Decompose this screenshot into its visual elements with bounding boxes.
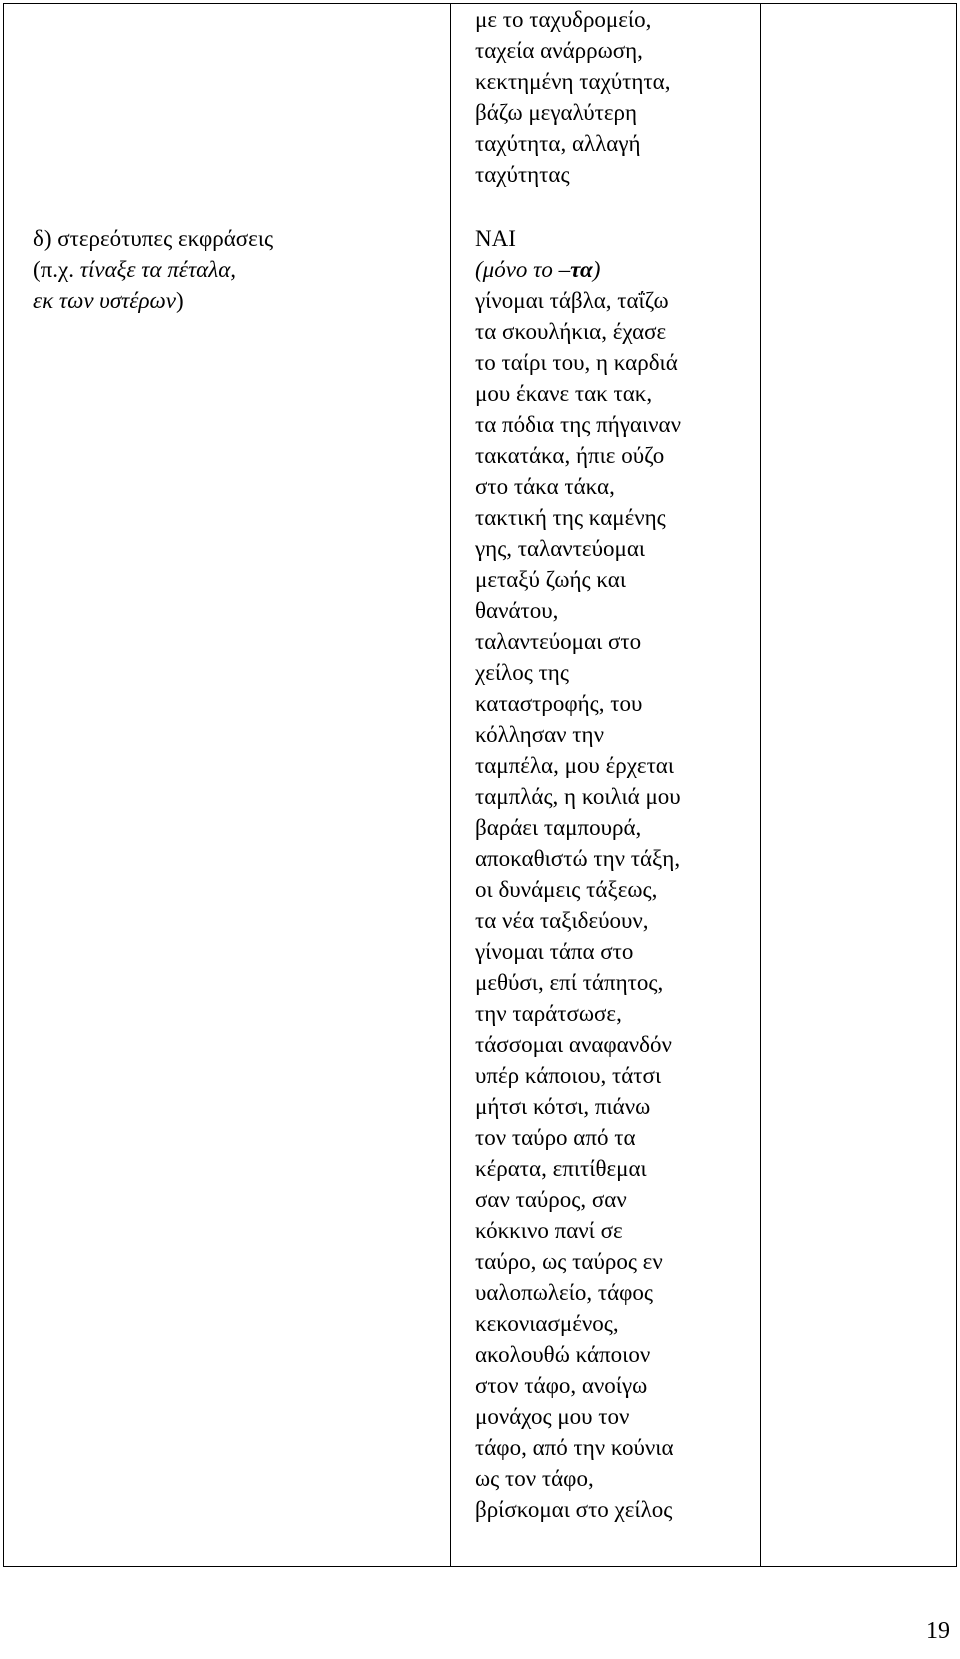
category-example-line-2: εκ των υστέρων): [33, 288, 184, 313]
example-line: μήτσι κότσι, πιάνω: [475, 1094, 651, 1119]
example-line: καταστροφής, του: [475, 691, 643, 716]
example-line: σαν ταύρος, σαν: [475, 1187, 627, 1212]
examples-cell: [475, 4, 755, 1525]
example-line: τα σκουλήκια, έχασε: [475, 319, 667, 344]
example-line: τακατάκα, ήπιε ούζο: [475, 443, 665, 468]
example-line: θανάτου,: [475, 598, 559, 623]
example-line: γίνομαι τάβλα, ταΐζω: [475, 288, 669, 313]
example-line: στο τάκα τάκα,: [475, 474, 615, 499]
example-line: οι δυνάμεις τάξεως,: [475, 877, 658, 902]
text-line: με το ταχυδρομείο,: [475, 7, 652, 32]
text-line: ταχύτητας: [475, 162, 570, 187]
examples-block: [475, 285, 755, 1525]
category-title: δ) στερεότυπες εκφράσεις: [33, 226, 274, 251]
example-line: υπέρ κάποιου, τάτσι: [475, 1063, 662, 1088]
example-line: υαλοπωλείο, τάφος: [475, 1280, 654, 1305]
example-line: τα πόδια της πήγαιναν: [475, 412, 682, 437]
example-line: ταμπλάς, η κοιλιά μου: [475, 784, 681, 809]
example-line: τάφο, από την κούνια: [475, 1435, 674, 1460]
example-line: τάσσομαι αναφανδόν: [475, 1032, 672, 1057]
text-line: ταχεία ανάρρωση,: [475, 38, 643, 63]
example-line: γης, ταλαντεύομαι: [475, 536, 646, 561]
example-line: στον τάφο, ανοίγω: [475, 1373, 648, 1398]
example-line: τακτική της καμένης: [475, 505, 666, 530]
category-example-line-1: (π.χ. τίναξε τα πέταλα,: [33, 257, 237, 282]
category-cell: [33, 223, 453, 316]
example-line: ταμπέλα, μου έρχεται: [475, 753, 675, 778]
example-line: ακολουθώ κάποιον: [475, 1342, 651, 1367]
example-line: κέρατα, επιτίθεμαι: [475, 1156, 647, 1181]
column-divider-2: [760, 4, 761, 1566]
example-line: γίνομαι τάπα στο: [475, 939, 634, 964]
example-line: μεταξύ ζωής και: [475, 567, 627, 592]
example-line: κόκκινο πανί σε: [475, 1218, 623, 1243]
example-line: χείλος της: [475, 660, 569, 685]
content-table: [3, 3, 957, 1567]
example-line: βαράει ταμπουρά,: [475, 815, 642, 840]
example-line: την ταράτσωσε,: [475, 1001, 622, 1026]
example-line: ταλαντεύομαι στο: [475, 629, 642, 654]
note-line: (μόνο το –τα): [475, 257, 601, 282]
example-line: το ταίρι του, η καρδιά: [475, 350, 678, 375]
spacer: [475, 190, 755, 223]
example-line: αποκαθιστώ την τάξη,: [475, 846, 681, 871]
example-line: τα νέα ταξιδεύουν,: [475, 908, 649, 933]
example-line: μου έκανε τακ τακ,: [475, 381, 653, 406]
example-line: ταύρο, ως ταύρος εν: [475, 1249, 663, 1274]
text-line: βάζω μεγαλύτερη: [475, 100, 638, 125]
text-line: κεκτημένη ταχύτητα,: [475, 69, 671, 94]
yes-label: ΝΑΙ: [475, 226, 516, 251]
top-lines-block: [475, 4, 755, 190]
text-line: ταχύτητα, αλλαγή: [475, 131, 641, 156]
example-line: μονάχος μου τον: [475, 1404, 630, 1429]
example-line: κόλλησαν την: [475, 722, 604, 747]
example-line: βρίσκομαι στο χείλος: [475, 1497, 673, 1522]
example-line: κεκονιασμένος,: [475, 1311, 619, 1336]
example-line: μεθύσι, επί τάπητος,: [475, 970, 664, 995]
example-line: τον ταύρο από τα: [475, 1125, 636, 1150]
example-line: ως τον τάφο,: [475, 1466, 594, 1491]
page-number: 19: [926, 1618, 950, 1644]
